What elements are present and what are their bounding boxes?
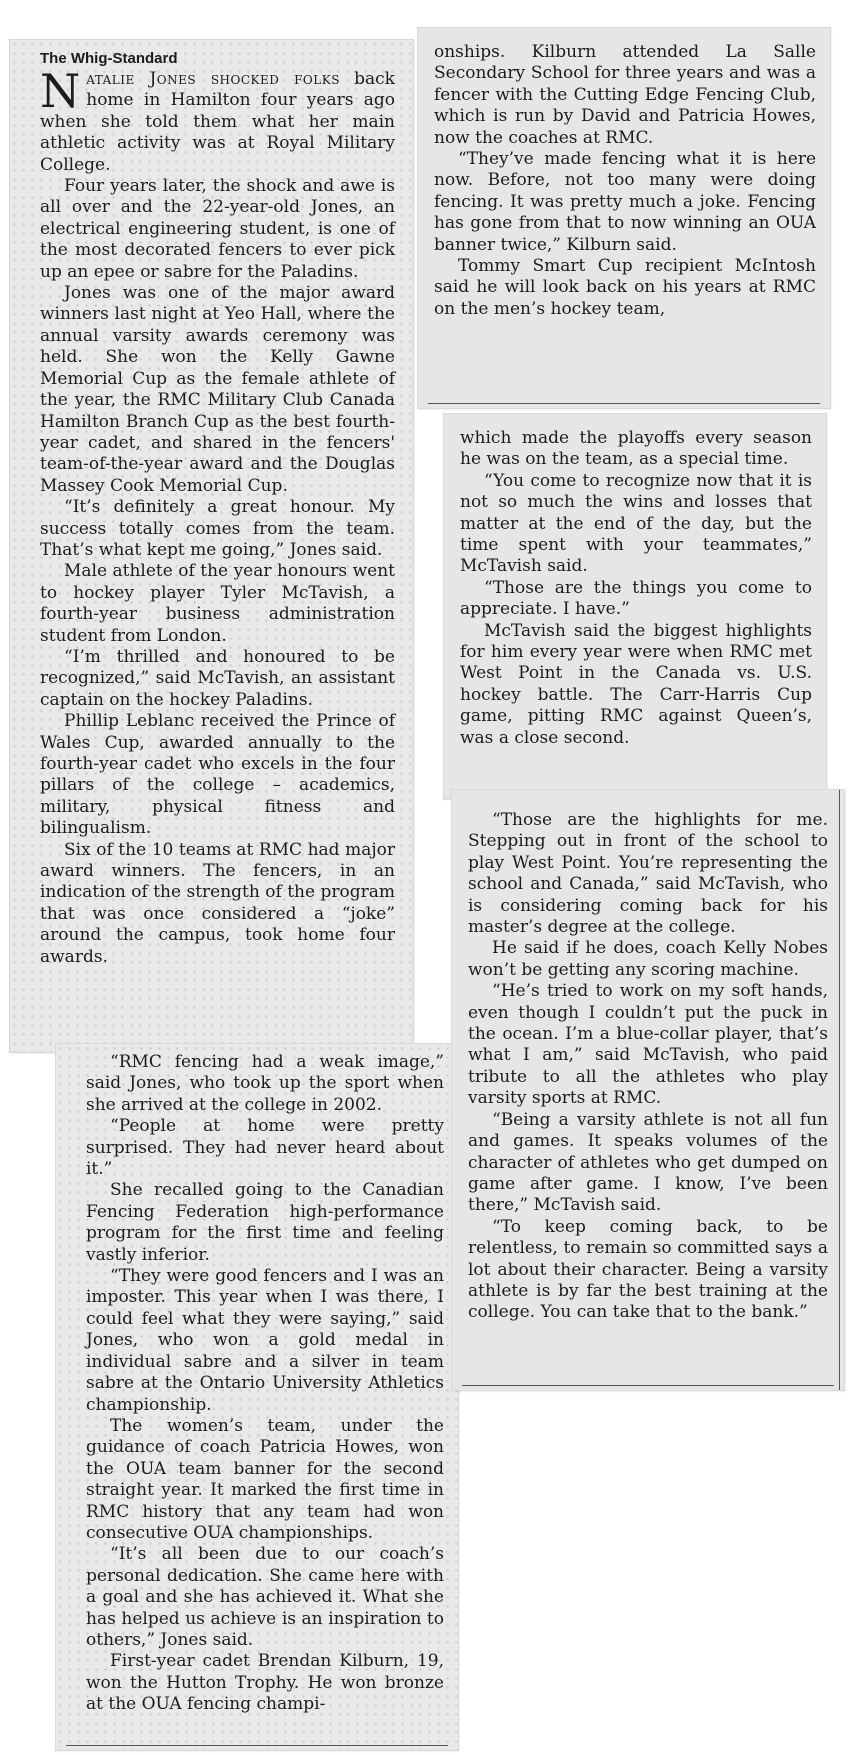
lead-text: back home in Hamilton four years ago when she told them what her main athletic activity was at Royal Military College. [40,69,395,175]
paragraph: which made the playoffs every season he was on the team, as a special time. [460,428,812,470]
paragraph: “They were good fencers and I was an imposter. This year when I was there, I could feel what they were saying,” said Jones, who won a gold medal in individual sabre and a silver in team sabre at the Ontario University Athletics championship. [86,1266,444,1415]
paragraph: Phillip Leblanc received the Prince of Wales Cup, awarded annually to the fourth-year cadet who excels in the four pillars of the college – academics, military, physical fitness and bilingualism. [40,711,395,839]
right-column-clipping-1 [418,28,830,408]
lead-paragraph [40,64,395,176]
left-column-bottom-clipping [56,1044,458,1750]
paragraph: onships. Kilburn attended La Salle Secondary School for three years and was a fencer with the Cutting Edge Fencing Club, which is run by David and Patricia Howes, now the coaches at RMC. [434,42,816,148]
column-end-rule [66,1745,448,1746]
paragraph: “Being a varsity athlete is not all fun and games. It speaks volumes of the character of athletes who get dumped on game after game. I know, I’ve been there,” McTavish said. [468,1109,828,1216]
lead-smallcaps: atalie Jones shocked folks [86,69,340,89]
column-side-rule [839,790,840,1390]
paragraph: “He’s tried to work on my soft hands, even though I couldn’t put the puck in the ocean. I’m a blue-collar player, that’s what I am,” said McTavish, who paid tribute to all the athletes who play varsity sports at RMC. [468,981,828,1109]
paragraph: Male athlete of the year honours went to hockey player Tyler McTavish, a fourth-year business administration student from London. [40,561,395,646]
left-column-top-clipping [10,40,413,1052]
paragraph: McTavish said the biggest highlights for him every year were when RMC met West Point in the Canada vs. U.S. hockey battle. The Carr-Harris Cup game, pitting RMC against Queen’s, was a close second. [460,620,812,748]
paragraph: “It’s all been due to our coach’s personal dedication. She came here with a goal and she has achieved it. What she has helped us achieve is an inspiration to others,” Jones said. [86,1544,444,1650]
paragraph: “You come to recognize now that it is not so much the wins and losses that matter at the end of the day, but the time spent with your teammates,” McTavish said. [460,470,812,577]
paragraph: “RMC fencing had a weak image,” said Jones, who took up the sport when she arrived at the college in 2002. [86,1052,444,1115]
paragraph: “Those are the highlights for me. Stepping out in front of the school to play West Point. You’re representing the school and Canada,” said McTavish, who is considering coming back for his master’s degree at the college. [468,810,828,938]
paragraph: Six of the 10 teams at RMC had major award winners. The fencers, in an indication of the strength of the program that was once considered a “joke” around the campus, took home four awards. [40,839,395,967]
paragraph: Jones was one of the major award winners last night at Yeo Hall, where the annual varsity awards ceremony was held. She won the Kelly Gawne Memorial Cup as the female athlete of the year, the RMC Military Club Canada Hamilton Branch Cup as the best fourth-year cadet, and shared in the fencers' team-of-the-year award and the Douglas Massey Cook Memorial Cup. [40,283,395,496]
newspaper-source: The Whig-Standard [40,50,178,67]
paragraph: “It’s definitely a great honour. My success totally comes from the team. That’s what kept me going,” Jones said. [40,497,395,560]
paragraph: “People at home were pretty surprised. They had never heard about it.” [86,1116,444,1180]
paragraph: Tommy Smart Cup recipient McIntosh said he will look back on his years at RMC on the men’s hockey team, [434,256,816,319]
paragraph: Four years later, the shock and awe is all over and the 22-year-old Jones, an electrical engineering student, is one of the most decorated fencers to ever pick up an epee or sabre for the Paladins. [40,176,395,282]
paragraph: “To keep coming back, to be relentless, to remain so committed says a lot about their character. Being a varsity athlete is by far the best training at the college. You can take that to the bank.” [468,1216,828,1323]
paragraph: He said if he does, coach Kelly Nobes won’t be getting any scoring machine. [468,938,828,980]
right-column-clipping-2 [444,414,826,799]
drop-cap: N [40,64,81,118]
column-end-rule [428,403,820,404]
paragraph: “They’ve made fencing what it is here now. Before, not too many were doing fencing. It was pretty much a joke. Fencing has gone from that to now winning an OUA banner twice,” Kilburn said. [434,149,816,255]
column-end-rule [462,1385,834,1386]
paragraph: She recalled going to the Canadian Fencing Federation high-performance program for the first time and feeling vastly inferior. [86,1180,444,1265]
paragraph: “Those are the things you come to appreciate. I have.” [460,577,812,620]
paragraph: The women’s team, under the guidance of coach Patricia Howes, won the OUA team banner for the second straight year. It marked the first time in RMC history that any team had won consecutive OUA championships. [86,1415,444,1543]
paragraph: “I’m thrilled and honoured to be recognized,” said McTavish, an assistant captain on the hockey Paladins. [40,646,395,710]
right-column-clipping-3 [452,790,844,1390]
paragraph: First-year cadet Brendan Kilburn, 19, won the Hutton Trophy. He won bronze at the OUA fencing champi- [86,1651,444,1715]
